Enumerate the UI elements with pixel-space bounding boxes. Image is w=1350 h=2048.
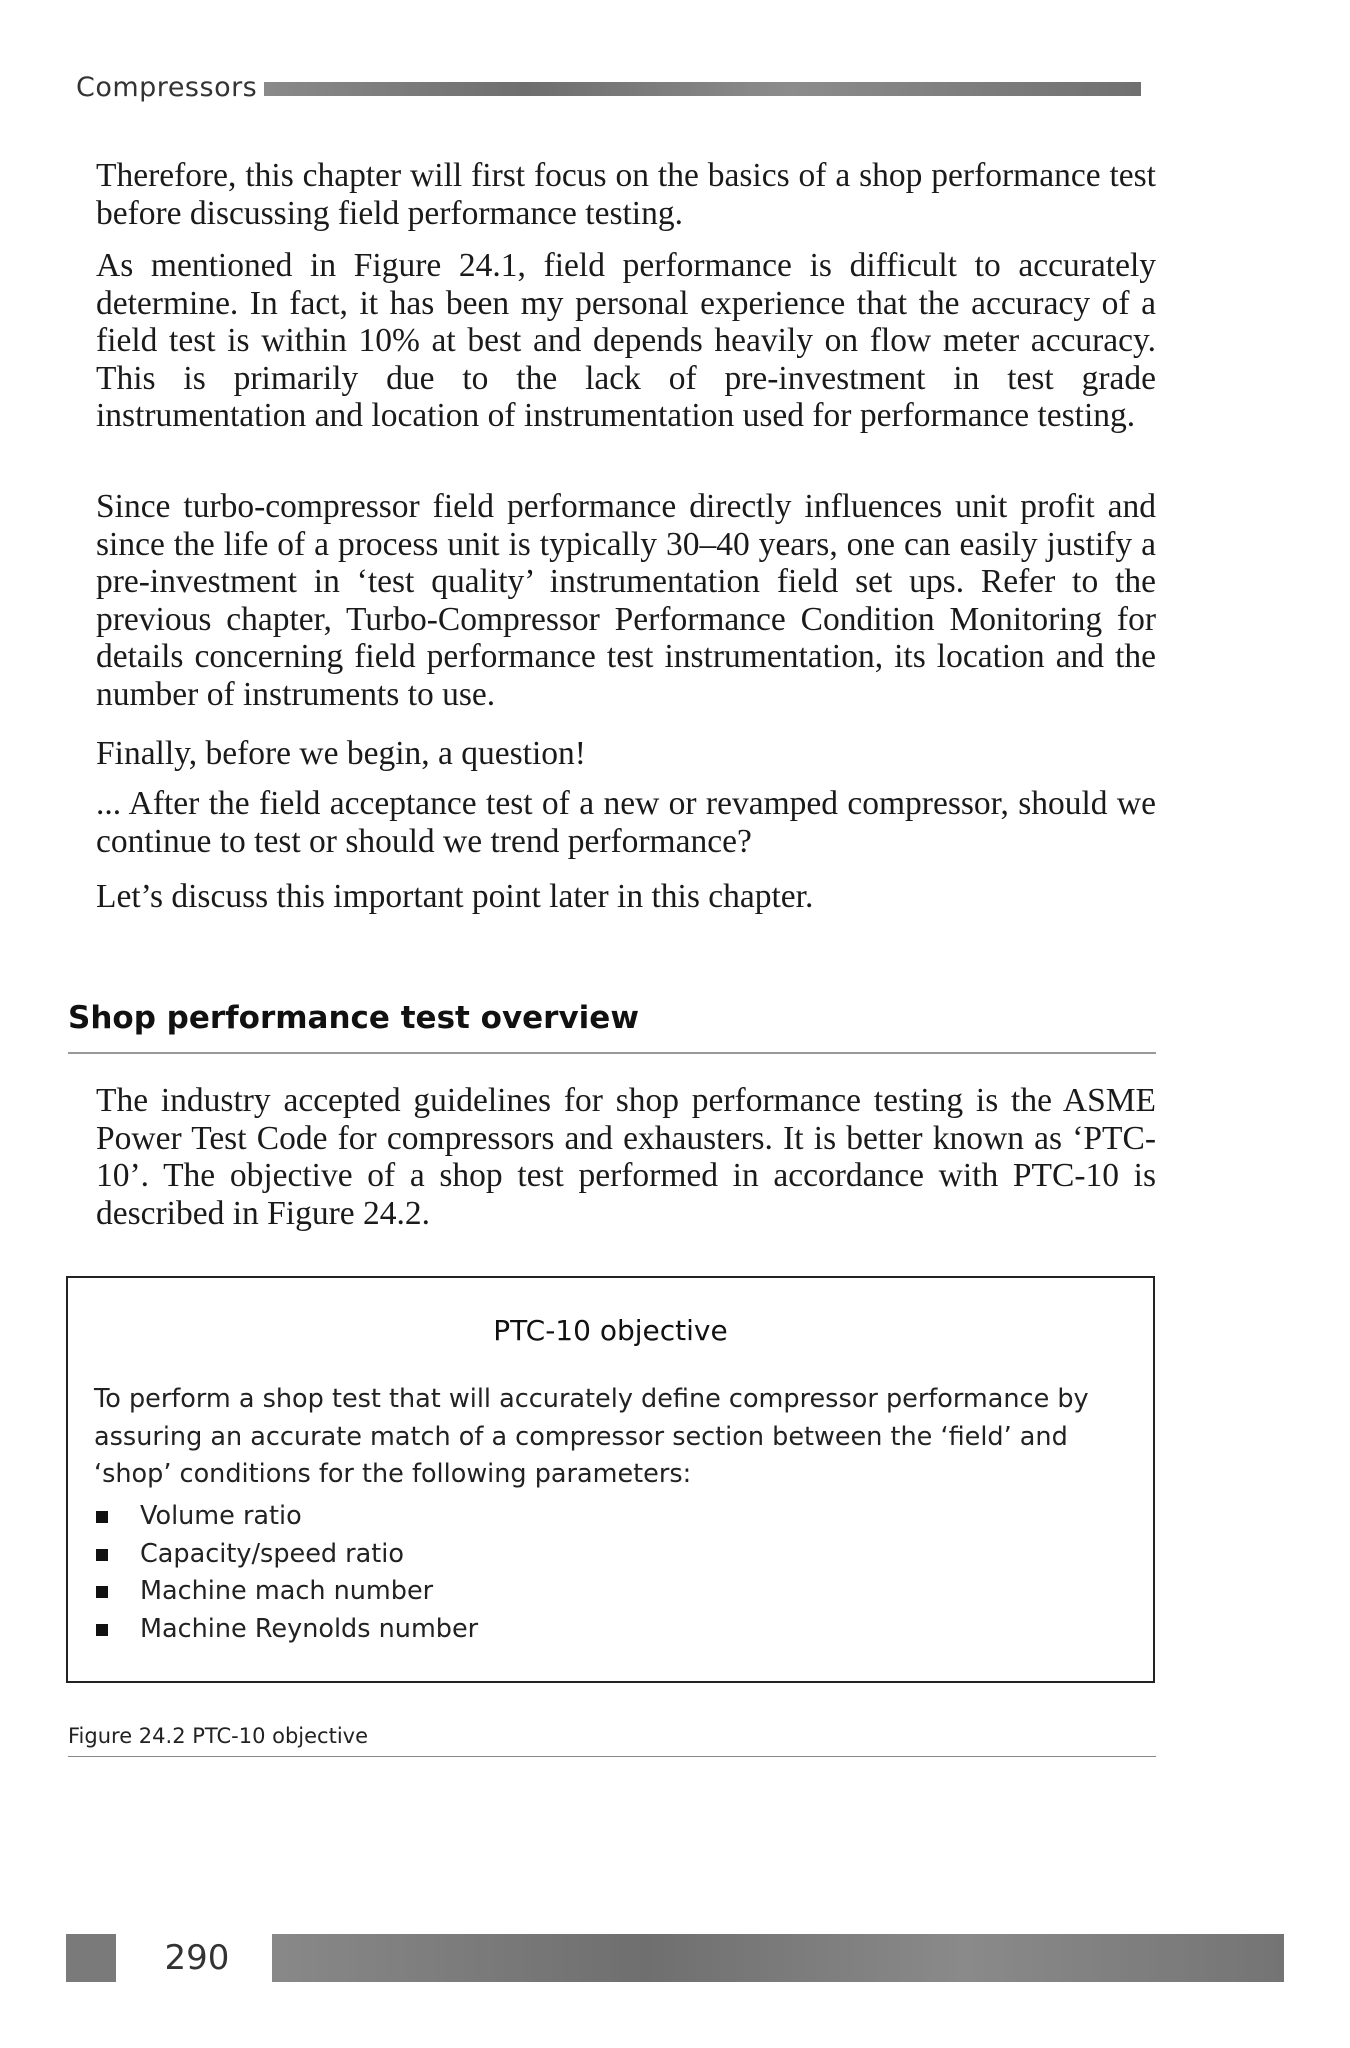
figure-bullet-list <box>94 1498 478 1648</box>
footer-bar-left <box>66 1934 116 1982</box>
square-bullet-icon <box>96 1586 108 1598</box>
running-title: Compressors <box>76 72 258 103</box>
bullet-text: Machine Reynolds number <box>140 1613 479 1644</box>
figure-title: PTC-10 objective <box>493 1314 728 1347</box>
section-heading: Shop performance test overview <box>68 1000 639 1036</box>
section-paragraph-1: The industry accepted guidelines for shop performance testing is the ASME Power Test Code for compressors and exhausters. It is better known as ‘PTC-10’. The objective of a shop test performed in accordance with PTC-10 is described in Figure 24.2. <box>96 1082 1156 1232</box>
paragraph-5: ... After the field acceptance test of a new or revamped compressor, should we continue to test or should we trend performance? <box>96 785 1156 860</box>
page-footer <box>66 1934 1284 1982</box>
square-bullet-icon <box>96 1624 108 1636</box>
figure-caption: Figure 24.2 PTC-10 objective <box>68 1724 369 1748</box>
header-bar <box>264 82 1141 96</box>
paragraph-2: As mentioned in Figure 24.1, field performance is difficult to accurately determine. In fact, it has been my personal experience that the accuracy of a field test is within 10% at best and depends heavily on flow meter accuracy. This is primarily due to the lack of pre-investment in test grade instrumentation and location of instrumentation used for performance testing. <box>96 247 1156 434</box>
paragraph-3: Since turbo-compressor field performance directly influences unit profit and since the life of a process unit is typically 30–40 years, one can easily justify a pre-investment in ‘test quality’ instrumentation field set ups. Refer to the previous chapter, Turbo-Compressor Performance Condition Monitoring for details concerning field performance test instrumentation, its location and the number of instruments to use. <box>96 488 1156 713</box>
list-item <box>94 1611 478 1649</box>
caption-divider <box>68 1756 1156 1757</box>
figure-text: To perform a shop test that will accurately define compressor performance by assuring an accurate match of a compressor section between the ‘field’ and ‘shop’ conditions for the following parameters: <box>94 1384 1089 1489</box>
running-header <box>76 66 1141 110</box>
square-bullet-icon <box>96 1511 108 1523</box>
paragraph-1: Therefore, this chapter will first focus on the basics of a shop performance test before discussing field performance testing. <box>96 157 1156 232</box>
list-item <box>94 1498 478 1536</box>
paragraph-6: Let’s discuss this important point later in this chapter. <box>96 878 814 915</box>
page-number: 290 <box>122 1934 272 1982</box>
figure-box <box>66 1276 1155 1683</box>
paragraph-4: Finally, before we begin, a question! <box>96 735 586 772</box>
square-bullet-icon <box>96 1549 108 1561</box>
bullet-text: Capacity/speed ratio <box>140 1538 404 1569</box>
list-item <box>94 1573 478 1611</box>
heading-divider <box>68 1052 1156 1054</box>
bullet-text: Machine mach number <box>140 1576 434 1606</box>
footer-bar-right <box>220 1934 1284 1982</box>
bullet-text: Volume ratio <box>140 1501 302 1531</box>
list-item <box>94 1536 478 1574</box>
